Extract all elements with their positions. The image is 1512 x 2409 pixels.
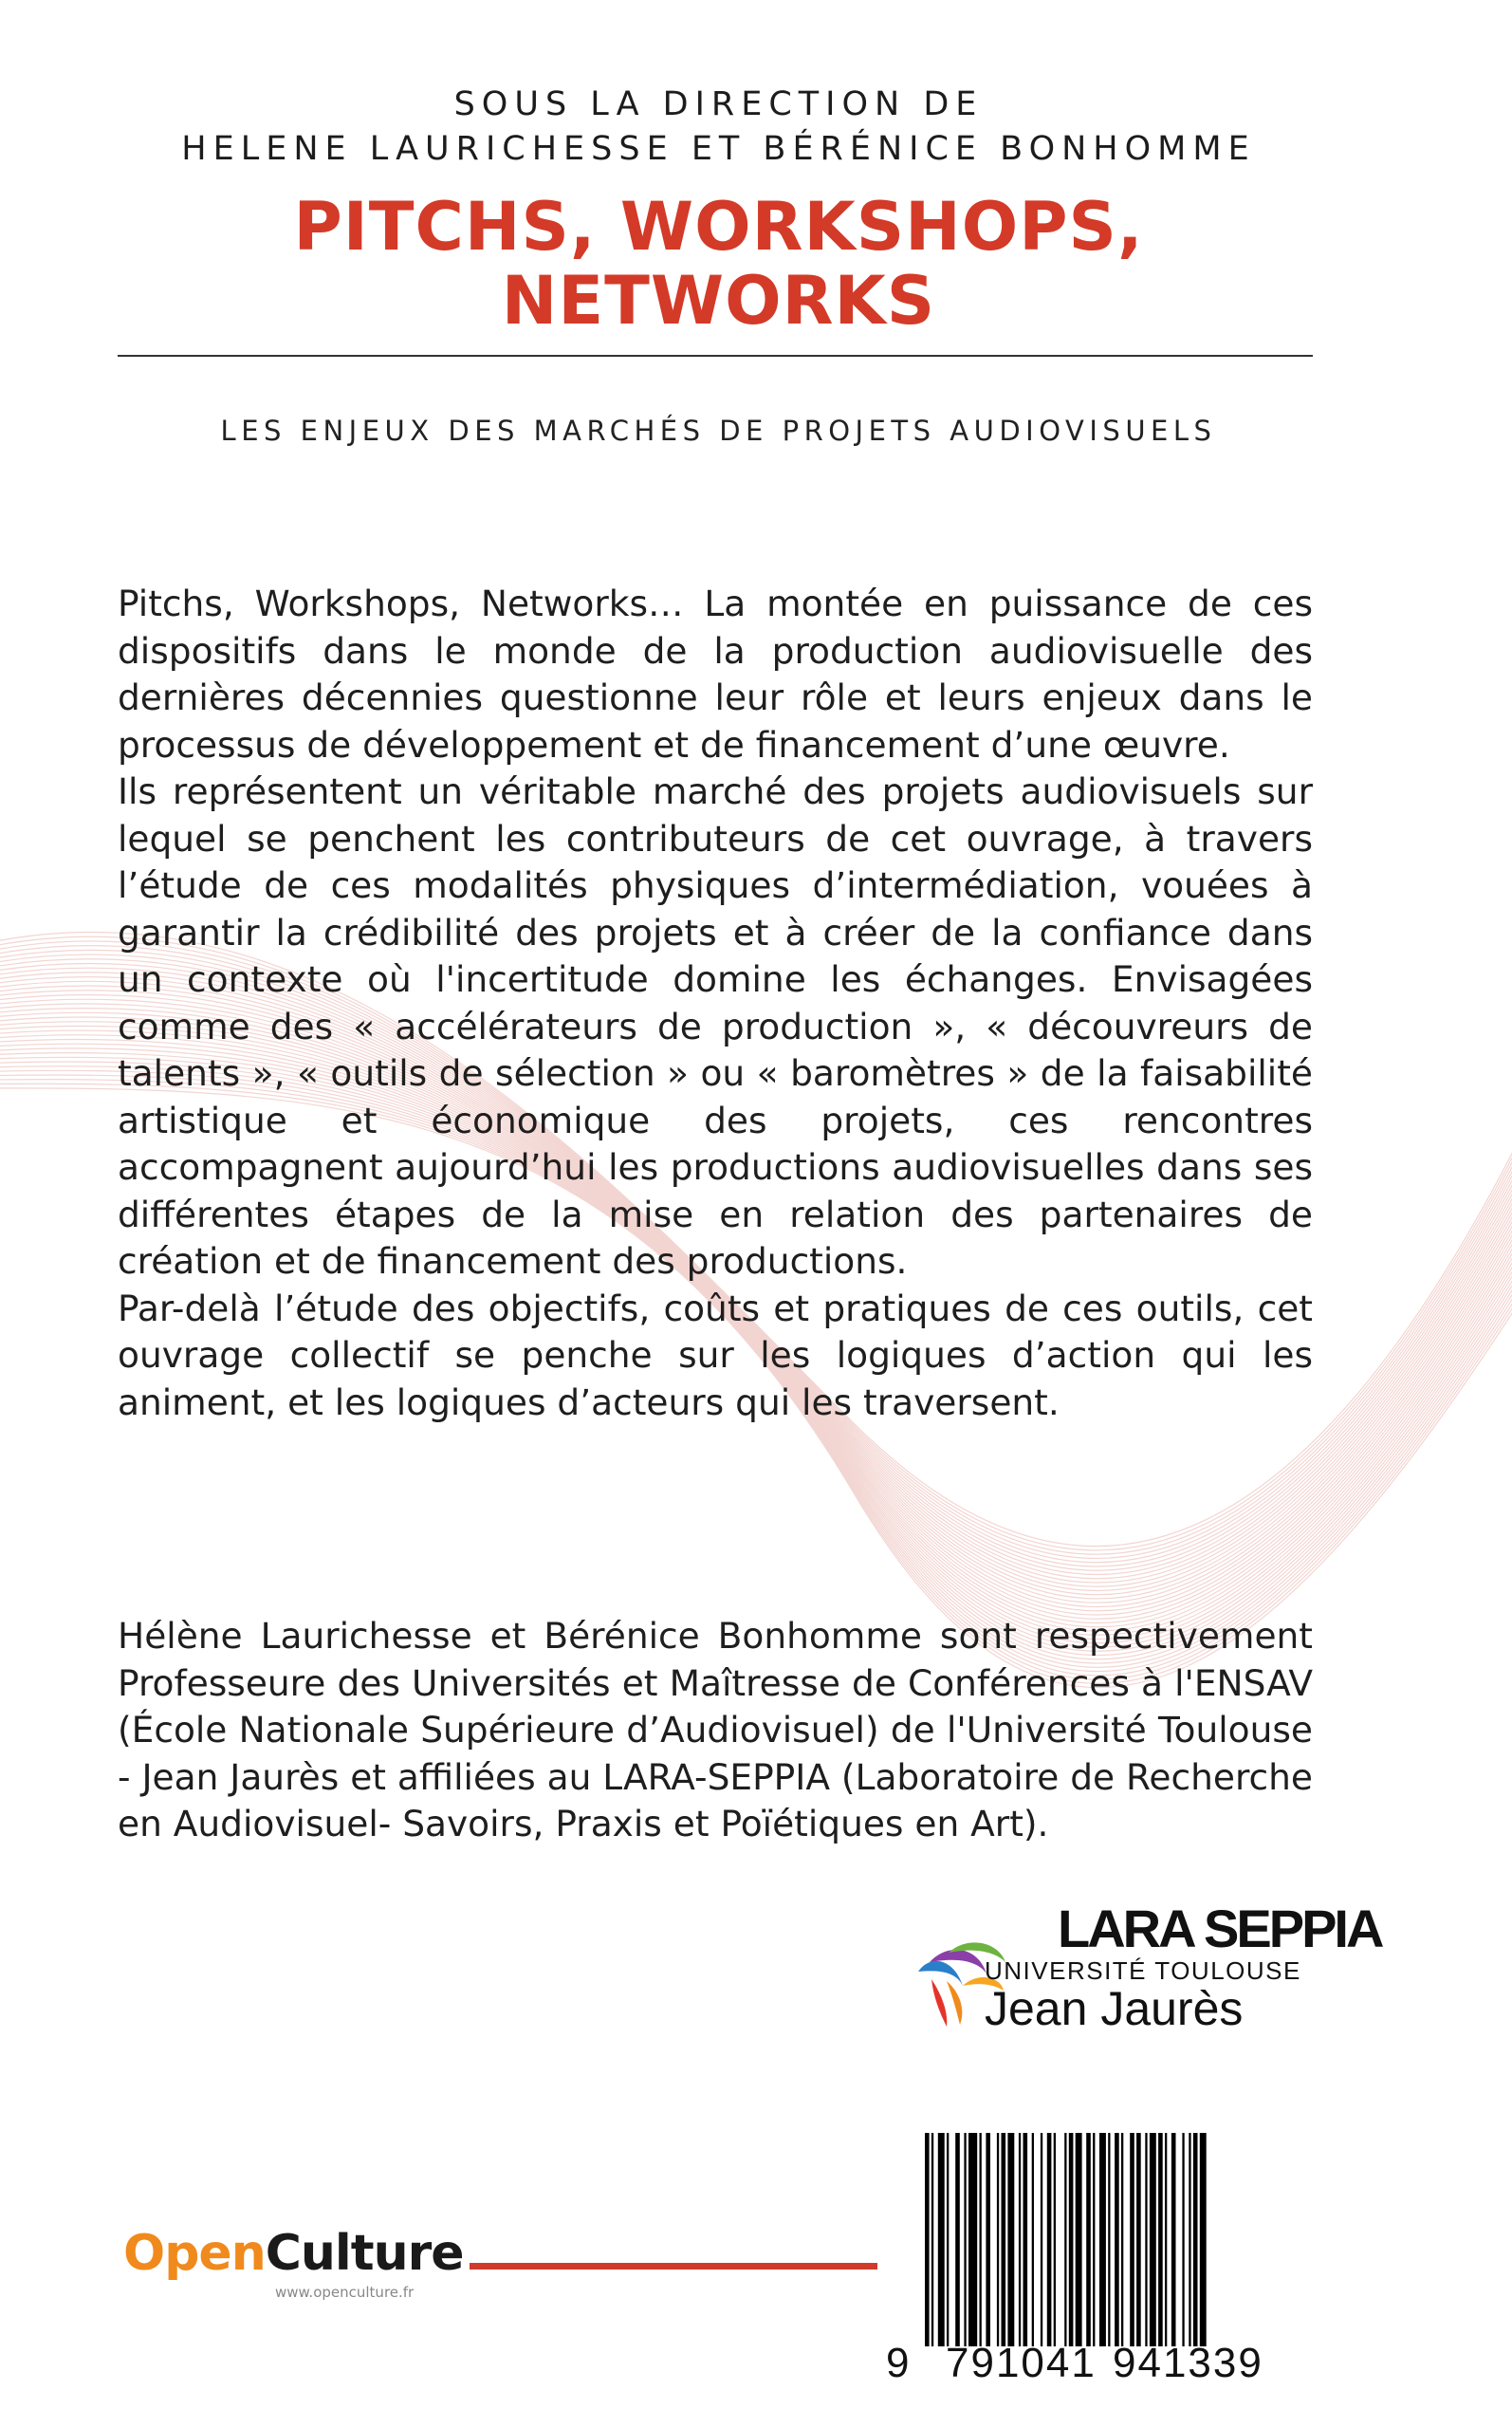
barcode-bars bbox=[925, 2133, 1271, 2346]
barcode-bar bbox=[1041, 2133, 1042, 2346]
summary-paragraph-1: Pitchs, Workshops, Networks… La montée en puissance de ces dispositifs dans le monde de la production audiovisuelle des dernières décennies questionne leur rôle et leurs enjeux dans le processus de développement et de financement d’une œuvre. bbox=[118, 583, 1313, 766]
barcode-bar bbox=[1165, 2133, 1167, 2346]
barcode-bar bbox=[1076, 2133, 1082, 2346]
barcode-bar bbox=[1150, 2133, 1156, 2346]
barcode-bar bbox=[968, 2133, 977, 2346]
barcode-bar bbox=[1054, 2133, 1056, 2346]
barcode-bar bbox=[1182, 2133, 1184, 2346]
publisher-logo-culture: Culture bbox=[265, 2225, 464, 2282]
publisher-url: www.openculture.fr bbox=[275, 2284, 415, 2301]
publisher-logo-open: Open bbox=[123, 2225, 266, 2282]
lara-seppia-logo: LARA SEPPIA bbox=[1058, 1899, 1382, 1958]
barcode-bar bbox=[1019, 2133, 1021, 2346]
barcode-bar bbox=[1064, 2133, 1066, 2346]
isbn-group-1: 791041 bbox=[946, 2340, 1097, 2386]
barcode-bar bbox=[1200, 2133, 1207, 2346]
university-logo bbox=[911, 1898, 1382, 2035]
isbn-digit-first: 9 bbox=[886, 2340, 912, 2386]
barcode-bar bbox=[1093, 2133, 1095, 2346]
barcode-bar bbox=[986, 2133, 990, 2346]
barcode-bar bbox=[1007, 2133, 1014, 2346]
book-title-line1: PITCHS, WORKSHOPS, bbox=[293, 188, 1144, 266]
book-summary bbox=[118, 581, 1313, 1426]
barcode-bar bbox=[1121, 2133, 1123, 2346]
barcode-bar bbox=[1099, 2133, 1106, 2346]
title-divider bbox=[118, 355, 1313, 357]
university-name-line1: UNIVERSITÉ TOULOUSE bbox=[985, 1956, 1301, 1985]
barcode-bar bbox=[1145, 2133, 1147, 2346]
publisher-rule bbox=[470, 2263, 877, 2270]
barcode-bar bbox=[1193, 2133, 1198, 2346]
barcode-bar bbox=[938, 2133, 945, 2346]
barcode-bar bbox=[1158, 2133, 1163, 2346]
barcode-bar bbox=[1023, 2133, 1028, 2346]
editors-label: SOUS LA DIRECTION DE bbox=[453, 85, 984, 123]
barcode-bar bbox=[931, 2133, 933, 2346]
barcode-bar bbox=[955, 2133, 960, 2346]
barcode-bar bbox=[947, 2133, 949, 2346]
summary-paragraph-2: Ils représentent un véritable marché des projets audiovisuels sur lequel se penchent les contributeurs de cet ouvrage, à travers l’étude de ces modalités physiques d’intermédiation, vouées à garantir la crédibilité des projets et à créer de la confiance dans un contexte où l'incertitude domine les échanges. Envisagées comme des « accélérateurs de production », « découvreurs de talents », « outils de sélection » ou « baromètres » de la faisabilité artistique et économique des projets, ces rencontres accompagnent aujourd’hui les productions audiovisuelles dans ses différentes étapes de la mise en relation des partenaires de création et de financement des productions. bbox=[118, 770, 1313, 1282]
barcode-bar bbox=[1130, 2133, 1134, 2346]
barcode-bar bbox=[997, 2133, 999, 2346]
book-title-line2: NETWORKS bbox=[501, 262, 936, 340]
barcode-bar bbox=[1086, 2133, 1091, 2346]
editors-names: HELENE LAURICHESSE ET BÉRÉNICE BONHOMME bbox=[181, 130, 1256, 168]
barcode-bar bbox=[1002, 2133, 1006, 2346]
barcode-bar bbox=[1032, 2133, 1034, 2346]
barcode-bar bbox=[1069, 2133, 1074, 2346]
barcode-bar bbox=[1047, 2133, 1052, 2346]
university-name-line2: Jean Jaurès bbox=[985, 1982, 1244, 2035]
barcode-bar bbox=[1115, 2133, 1119, 2346]
publisher-logo bbox=[123, 2225, 465, 2301]
barcode-bar bbox=[925, 2133, 930, 2346]
authors-bio: Hélène Laurichesse et Bérénice Bonhomme sont respectivement Professeure des Universités et Maîtresse de Conférences à l'ENSAV (École Nationale Supérieure d’Audiovisuel) de l'Université Toulouse - Jean Jaurès et affiliées au LARA-SEPPIA (Laboratoire de Recherche en Audiovisuel- Savoirs, Praxis et Poïétiques en Art). bbox=[118, 1615, 1313, 1844]
book-subtitle: LES ENJEUX DES MARCHÉS DE PROJETS AUDIOVISUELS bbox=[220, 415, 1217, 447]
barcode-bar bbox=[1136, 2133, 1141, 2346]
barcode-bar bbox=[1189, 2133, 1190, 2346]
barcode-bar bbox=[980, 2133, 982, 2346]
isbn-barcode bbox=[873, 2125, 1304, 2400]
barcode-bar bbox=[964, 2133, 966, 2346]
barcode-bar bbox=[1108, 2133, 1110, 2346]
summary-paragraph-3: Par-delà l’étude des objectifs, coûts et pratiques de ces outils, cet ouvrage collectif se penche sur les logiques d’action qui les animent, et les logiques d’acteurs qui les traversent. bbox=[118, 1287, 1313, 1423]
isbn-group-2: 941339 bbox=[1113, 2340, 1263, 2386]
barcode-bar bbox=[1171, 2133, 1176, 2346]
